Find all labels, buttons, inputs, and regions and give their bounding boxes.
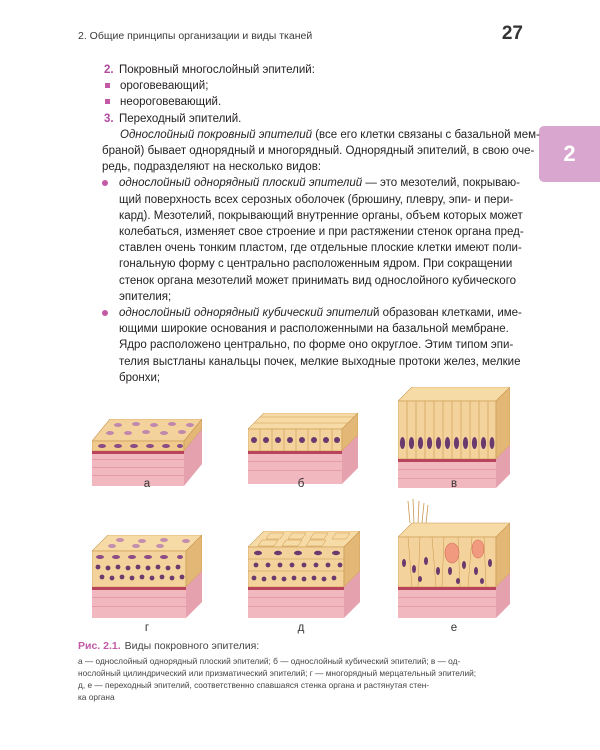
list-number: 3. [104, 112, 114, 125]
text-line: колебаться, изменяет свое строение и при растяжении стенок органа пред- [119, 226, 524, 239]
text-line [102, 127, 540, 143]
figure-label-d: д [297, 622, 305, 634]
list-item-text: Покровный многослойный эпителий: [119, 64, 315, 76]
caption-title-line [78, 640, 525, 652]
text-line: гональную форму с центрально расположенным ядром. При сокращении [119, 258, 513, 271]
list-item [102, 78, 523, 94]
text-line: эпителия; [119, 290, 172, 303]
list-item-text: Переходный эпителий. [119, 112, 242, 125]
text-line: стенок органа мезотелий может принимать вид однослойного кубического [119, 274, 517, 287]
text-line: ставлен очень тонким пластом, где отдельные плоские клетки имеют поли- [119, 242, 522, 255]
text-line: бронхи; [119, 371, 161, 384]
tissue-illustration-g [92, 535, 202, 623]
figure-label-v: в [450, 478, 458, 490]
text-line: телия выстланы канальцы почек, мелкие выходные протоки желез, мелкие [119, 355, 521, 368]
text-line: кард). Мезотелий, покрывающий внутренние органы, объем которых может [119, 209, 523, 222]
text-line: щий поверхность всех серозных оболочек (брюшину, плевру, эпи- и пери- [119, 193, 514, 206]
figure-label-e: е [450, 622, 458, 634]
caption-line: нослойный цилиндрический или призматический эпителий; г — многорядный мерцательный эпителий; [78, 668, 477, 678]
tissue-illustration-b [248, 413, 358, 511]
text-line: браной) бывает однорядный и многорядный. Однорядный эпителий, в свою оче- [102, 145, 535, 158]
body-text [102, 62, 540, 386]
list-item-text: неороговевающий. [120, 96, 222, 109]
running-title: 2. Общие принципы организации и виды тканей [78, 30, 313, 42]
square-bullet-icon [105, 83, 110, 88]
caption-line: д, е — переходный эпителий, соответственно спавшаяся стенка органа и растянутая стен- [78, 680, 430, 690]
caption-line: ка органа [78, 692, 115, 702]
text-span: — это мезотелий, покрываю- [362, 177, 520, 190]
text-line [119, 305, 523, 321]
italic-term: Однослойный покровный эпителий [120, 128, 313, 141]
figure-caption [78, 640, 525, 703]
text-line [119, 175, 523, 191]
caption-line: а — однослойный однорядный плоский эпителий; б — однослойный кубический эпителий; в — од- [78, 656, 461, 666]
square-bullet-icon [105, 99, 110, 104]
text-line: ющими широкие основания и расположенными на базальной мембране. [119, 323, 509, 336]
italic-term: однослойный однорядный кубический эпители [119, 307, 374, 320]
list-number: 2. [104, 64, 114, 76]
list [102, 62, 523, 127]
list-item-text: ороговевающий; [120, 80, 209, 93]
bullet-paragraph [102, 305, 523, 386]
epithelium-figure [78, 385, 523, 635]
list-item [102, 111, 523, 127]
bullet-paragraph [102, 175, 523, 305]
page-number: 27 [501, 23, 523, 44]
tissue-illustration-d [248, 531, 360, 623]
paragraph [102, 127, 540, 176]
text-line: редь, подразделяют на несколько видов: [102, 161, 322, 174]
chapter-tab: 2 [539, 126, 600, 182]
figure-label-g: г [144, 622, 150, 634]
page-header [78, 23, 523, 51]
figure-label-b: б [297, 478, 305, 490]
italic-term: однослойный однорядный плоский эпителий [119, 177, 363, 190]
text-line: Ядро расположено центрально, по форме оно округлое. Этим типом эпи- [119, 339, 514, 352]
text-span: й образован клетками, име- [373, 307, 522, 320]
figure-label-a: а [143, 478, 151, 490]
list-item [102, 62, 523, 78]
list-item [102, 94, 523, 110]
tissue-illustration-e [398, 497, 510, 623]
round-bullet-icon [102, 310, 108, 316]
tissue-illustration-v [398, 387, 510, 511]
tissue-illustration-a [92, 419, 202, 511]
caption-title: Виды покровного эпителия: [124, 640, 260, 652]
text-span: (все его клетки связаны с базальной мем- [312, 128, 540, 141]
caption-label: Рис. 2.1. [78, 640, 121, 652]
round-bullet-icon [102, 180, 108, 186]
